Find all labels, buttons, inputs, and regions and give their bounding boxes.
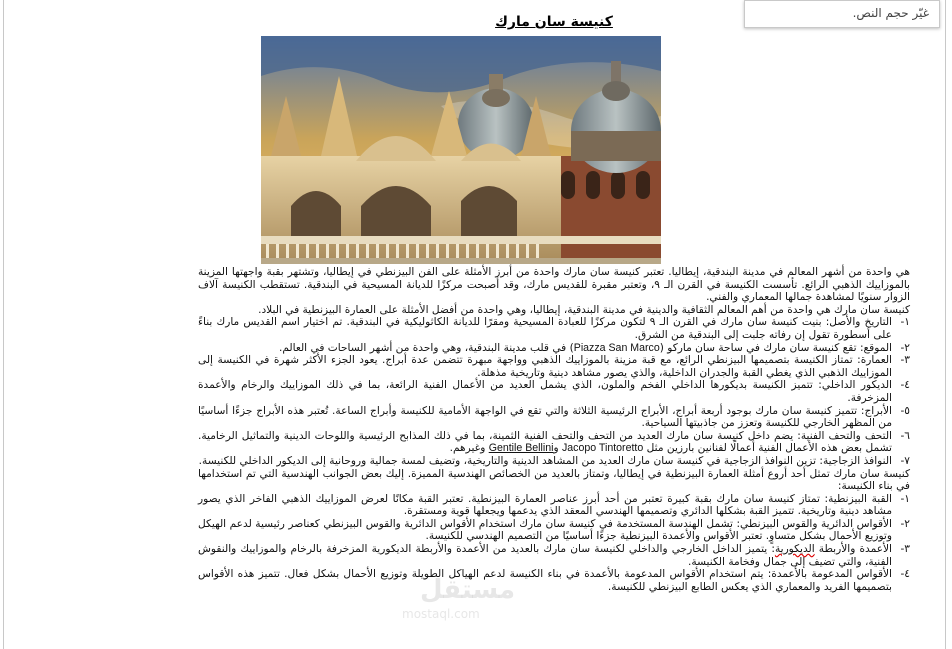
artist-name: Gentile Bellini [488, 442, 554, 455]
list-number: ٧- [900, 454, 910, 467]
list-item [198, 430, 910, 455]
list-item-text: الأقواس المدعومة بالأعمدة: يتم استخدام الأقواس المدعومة بالأعمدة في بناء الكنيسة لدعم الهياكل الطويلة وتوزيع الأحمال بشكل فعال. تتميز هذه الأقواس بتصميمها الفريد والمعماري الذي يعكس الطابع البيزنطي للكنيسة. [198, 568, 892, 593]
list-number: ٤- [900, 379, 910, 392]
list-item [198, 543, 910, 568]
list-item [198, 455, 910, 468]
list-item [198, 493, 910, 518]
list-item [198, 379, 910, 404]
list-item [198, 518, 910, 543]
list-number: ٢- [900, 517, 910, 530]
list-number: ١- [900, 316, 910, 329]
architecture-intro: كنيسة سان مارك تمثل أحد أروع أمثلة العمارة البيزنطية في إيطاليا، وتمتاز بالعديد من الخصائص الهندسية المميزة. إليك بعض الجوانب الهندسية التي تم استخدامها في بناء الكنيسة: [198, 467, 910, 493]
conjunction: و [553, 442, 562, 455]
list-item-text: الموقع: تقع كنيسة سان مارك في ساحة سان ماركو ( [659, 341, 892, 354]
basilica-photo [261, 36, 661, 264]
document-body [198, 266, 910, 593]
list-number: ٣- [900, 354, 910, 367]
list-item [198, 568, 910, 593]
list-item [198, 354, 910, 379]
latin-term: Piazza San Marco [573, 341, 660, 354]
list-number: ٥- [900, 404, 910, 417]
page-left-border [3, 0, 4, 649]
intro-paragraph-1: هي واحدة من أشهر المعالم في مدينة البندقية، إيطاليا. تعتبر كنيسة سان مارك واحدة من أبرز الأمثلة على الفن البيزنطي في إيطاليا، وتشتهر بقبة واجهتها المزينة بالموزاييك الذهبي الرائع. تأسست الكنيسة في القرن الـ ٩، وتعتبر مقبرة للقديس مارك، وقد أصبحت مركزًا للديانة المسيحية في البندقية. تستقطب الكنيسة آلاف الزوار سنويًا لمشاهدة جمالها المعماري والفني. [198, 266, 910, 304]
list-item-text: الأعمدة والأربطة [814, 543, 892, 556]
list-number: ٦- [900, 429, 910, 442]
list-item-text-after: ) في قلب مدينة البندقية، وهي واحدة من أشهر الساحات في العالم. [278, 341, 574, 354]
list-item-text: التاريخ والأصل: بنيت كنيسة سان مارك في القرن الـ ٩ لتكون مركزًا للعبادة المسيحية ومقرًا للديانة الكاثوليكية في البندقية. تم اختيار اسم القديس مارك بناءً على أسطورة تقول إن رفاته جلبت إلى البندقية من الشرق. [198, 316, 892, 341]
basilica-illustration [261, 36, 661, 264]
list-item-text: الأقواس الدائرية والقوس البيزنطي: تشمل الهندسة المستخدمة في كنيسة سان مارك استخدام الأقواس الدائرية والقوس البيزنطي كعناصر رئيسية لدعم الهيكل وتوزيع الأحمال بشكل متساوٍ. تعتبر الأقواس والأعمدة البيزنطية جزءًا أساسيًا من التصميم الهندسي للكنيسة. [198, 517, 892, 543]
list-item-text-after: : يتميز الداخل الخارجي والداخلي لكنيسة سان مارك بالعديد من الأعمدة والأربطة الديكورية المزخرفة بالرخام والموزاييك والنقوش الفنية، والتي تضيف إلى جمال وفخامة الكنيسة. [198, 543, 892, 568]
watermark-url: mostaql.com [402, 607, 480, 621]
misspelled-word[interactable]: الديكورية [774, 543, 815, 556]
list-number: ٢- [900, 341, 910, 354]
list-item-text: العمارة: تمتاز الكنيسة بتصميمها البيزنطي الرائع، مع قبة مزينة بالموزاييك الذهبي وواجهة مبهرة تتضمن عدة أبراج. يعود الجزء الأكثر شهرة في الكنيسة إلى الموزاييك الذهبي الذي يغطي القبة والجدران الداخلية، والذي يصور مشاهد دينية وتاريخية مذهلة. [198, 354, 892, 379]
list-number: ١- [900, 492, 910, 505]
intro-paragraph-2: كنيسة سان مارك هي واحدة من أهم المعالم الثقافية والدينية في مدينة البندقية، إيطاليا، وهي واحدة من أفضل الأمثلة على العمارة البيزنطية في البلاد. [258, 303, 910, 316]
list-item-text-after: وغيرهم. [449, 442, 489, 455]
list-number: ٤- [900, 568, 910, 581]
list-item-text: الديكور الداخلي: تتميز الكنيسة بديكورها الداخلي الفخم والملون، الذي يشمل العديد من الأعمال الفنية الرائعة، بما في ذلك الموزاييك والرخام والأعمدة المزخرفة. [198, 379, 892, 404]
page-right-border [945, 0, 946, 649]
list-number: ٣- [900, 543, 910, 556]
list-item-text: القبة البيزنطية: تمتاز كنيسة سان مارك بقبة كبيرة تعتبر من أحد أبرز عناصر العمارة البيزنطية. تعتبر القبة مكانًا لعرض الموزاييك الذهبي الفاخر الذي يصور مشاهد دينية وتاريخية. تتميز القبة بشكلها الدائري وتصميمها الهندسي المعقد الذي يدعمها ويجعلها قوية ومستقرة. [198, 492, 892, 518]
document-page [198, 14, 910, 649]
watermark-logo: مستقل [420, 575, 516, 605]
list-item-text: النوافذ الزجاجية: تزين النوافذ الزجاجية في كنيسة سان مارك العديد من المشاهد الدينية والتاريخية، وتضيف لمسة جمالية وروحانية إلى الديكور الداخلي للكنيسة. [198, 454, 892, 467]
list-item-text: الأبراج: تتميز كنيسة سان مارك بوجود أربعة أبراج، الأبراج الرئيسية الثلاثة والتي تقع في الواجهة الأمامية للكنيسة وأبراج الساعة. تُعتبر هذه الأبراج جزءًا أساسيًا من المظهر الخارجي للكنيسة وتعزز من جاذبيتها السياحية. [198, 404, 892, 430]
list-item [198, 342, 910, 355]
list-item [198, 405, 910, 430]
list-item-text: التحف والتحف الفنية: يضم داخل كنيسة سان مارك العديد من التحف والتحف الفنية الثمينة، بما في ذلك المذابح الرئيسية واللوحات الدينية والتماثيل الرخامية. تشمل بعض هذه الأعمال الفنية أعمالًا لفنانين بارزين مثل [198, 429, 892, 455]
font-size-tooltip: غيّر حجم النص. [744, 0, 940, 28]
artist-name: Jacopo Tintoretto [561, 442, 644, 455]
list-item [198, 316, 910, 341]
document-title: كنيسة سان مارك [495, 14, 613, 30]
